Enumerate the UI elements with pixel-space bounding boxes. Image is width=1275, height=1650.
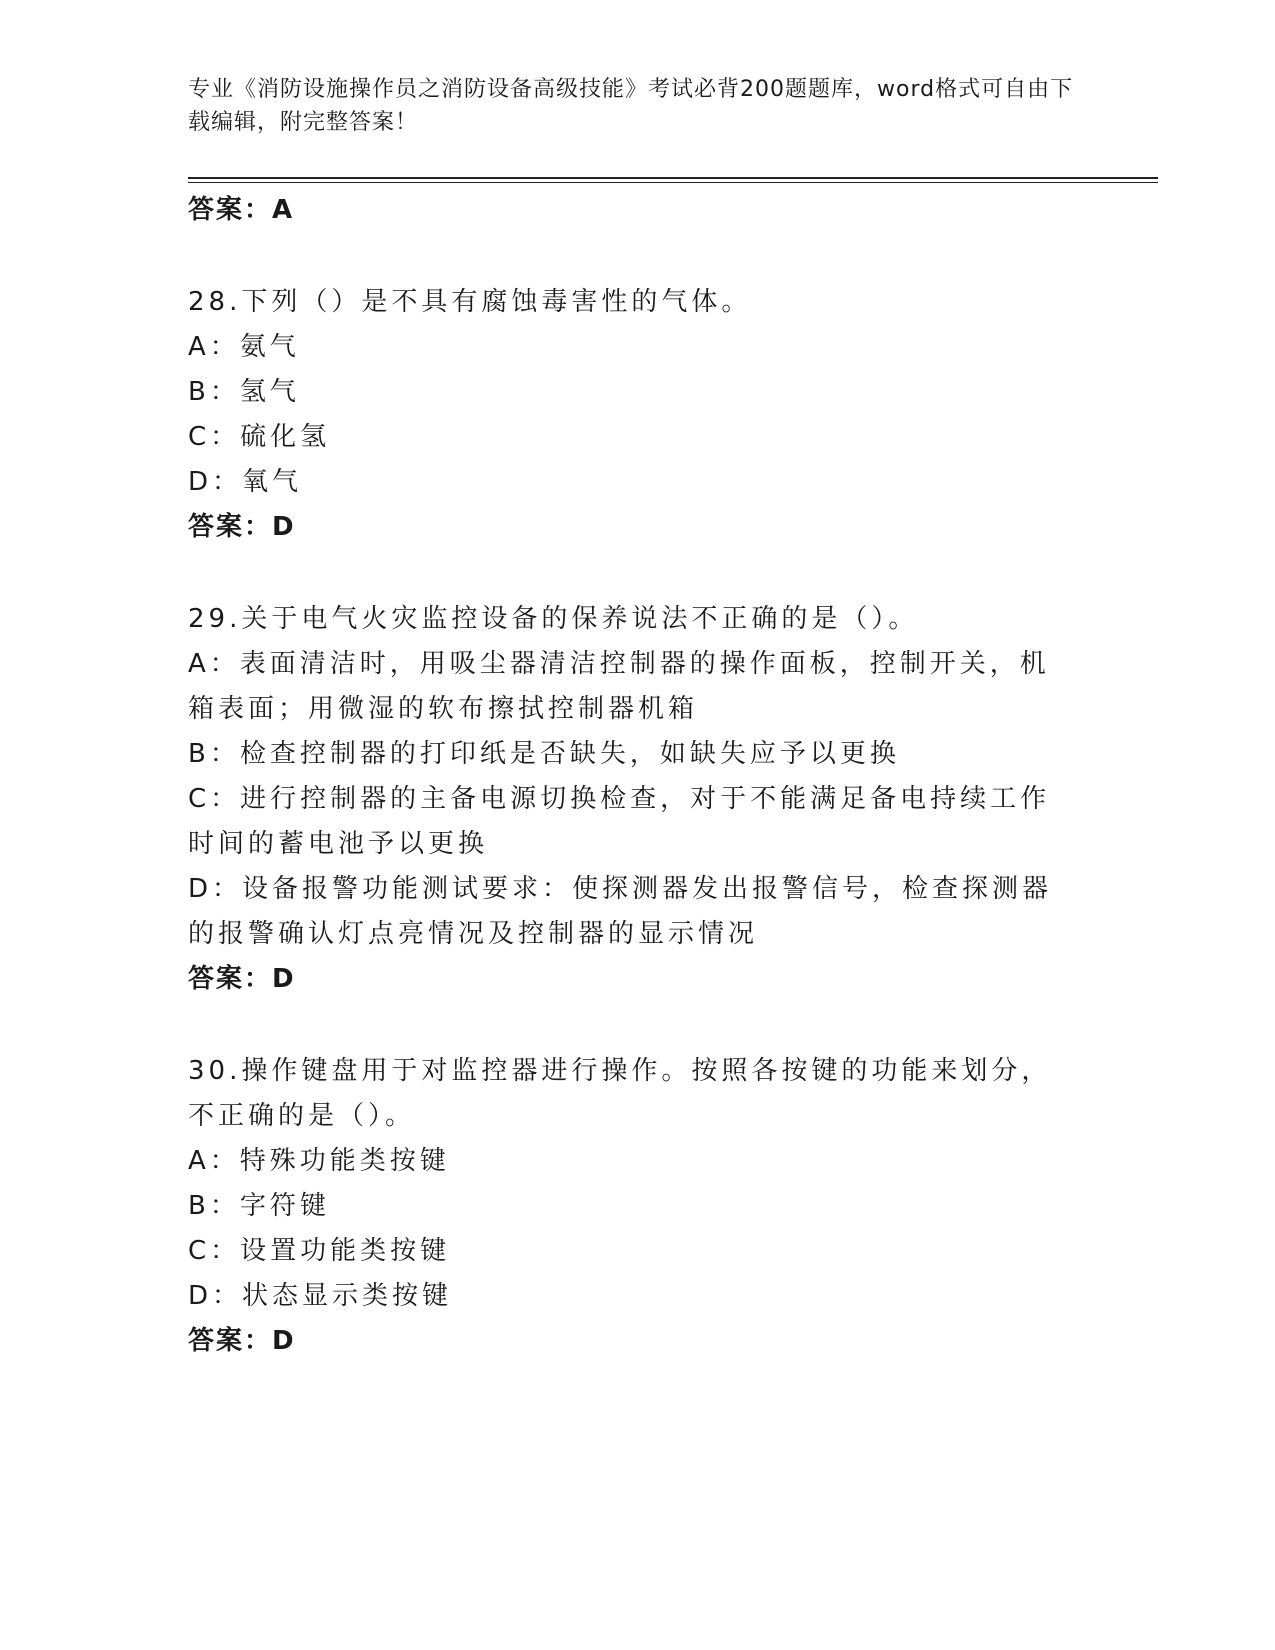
- question-block-30: [188, 1049, 1088, 1364]
- option-d: D：状态显示类按键: [188, 1281, 453, 1311]
- option-c: C：硫化氢: [188, 422, 331, 452]
- option-a: A：氨气: [188, 332, 300, 362]
- answer: 答案：D: [188, 964, 296, 994]
- question-text: 30.操作键盘用于对监控器进行操作。按照各按键的功能来划分，不正确的是（）。: [188, 1056, 1052, 1131]
- question-block-29: [188, 597, 1088, 1002]
- document-header: 专业《消防设施操作员之消防设备高级技能》考试必背200题题库，word格式可自由下载编辑，附完整答案！: [188, 77, 1074, 135]
- spacer: [188, 1002, 1088, 1049]
- question-text: 28.下列（）是不具有腐蚀毒害性的气体。: [188, 287, 752, 317]
- option-d: D：设备报警功能测试要求：使探测器发出报警信号，检查探测器的报警确认灯点亮情况及控制器的显示情况: [188, 874, 1053, 949]
- question-text: 29.关于电气火灾监控设备的保养说法不正确的是（）。: [188, 604, 919, 634]
- spacer: [188, 550, 1088, 597]
- option-a: A：特殊功能类按键: [188, 1146, 450, 1176]
- option-b: B：检查控制器的打印纸是否缺失，如缺失应予以更换: [188, 739, 900, 769]
- option-d: D：氧气: [188, 467, 303, 497]
- option-a: A：表面清洁时，用吸尘器清洁控制器的操作面板，控制开关，机箱表面；用微湿的软布擦拭控制器机箱: [188, 649, 1050, 724]
- option-c: C：进行控制器的主备电源切换检查，对于不能满足备电持续工作时间的蓄电池予以更换: [188, 784, 1051, 859]
- document-body: [188, 188, 1088, 1364]
- spacer: [188, 233, 1088, 280]
- option-c: C：设置功能类按键: [188, 1236, 451, 1266]
- option-b: B：字符键: [188, 1191, 330, 1221]
- header-rule-thick: [188, 177, 1158, 179]
- header-rule-thin: [188, 182, 1158, 183]
- option-b: B：氢气: [188, 377, 300, 407]
- previous-answer: 答案：A: [188, 195, 295, 225]
- question-block-28: [188, 280, 1088, 550]
- answer: 答案：D: [188, 1326, 296, 1356]
- answer: 答案：D: [188, 512, 296, 542]
